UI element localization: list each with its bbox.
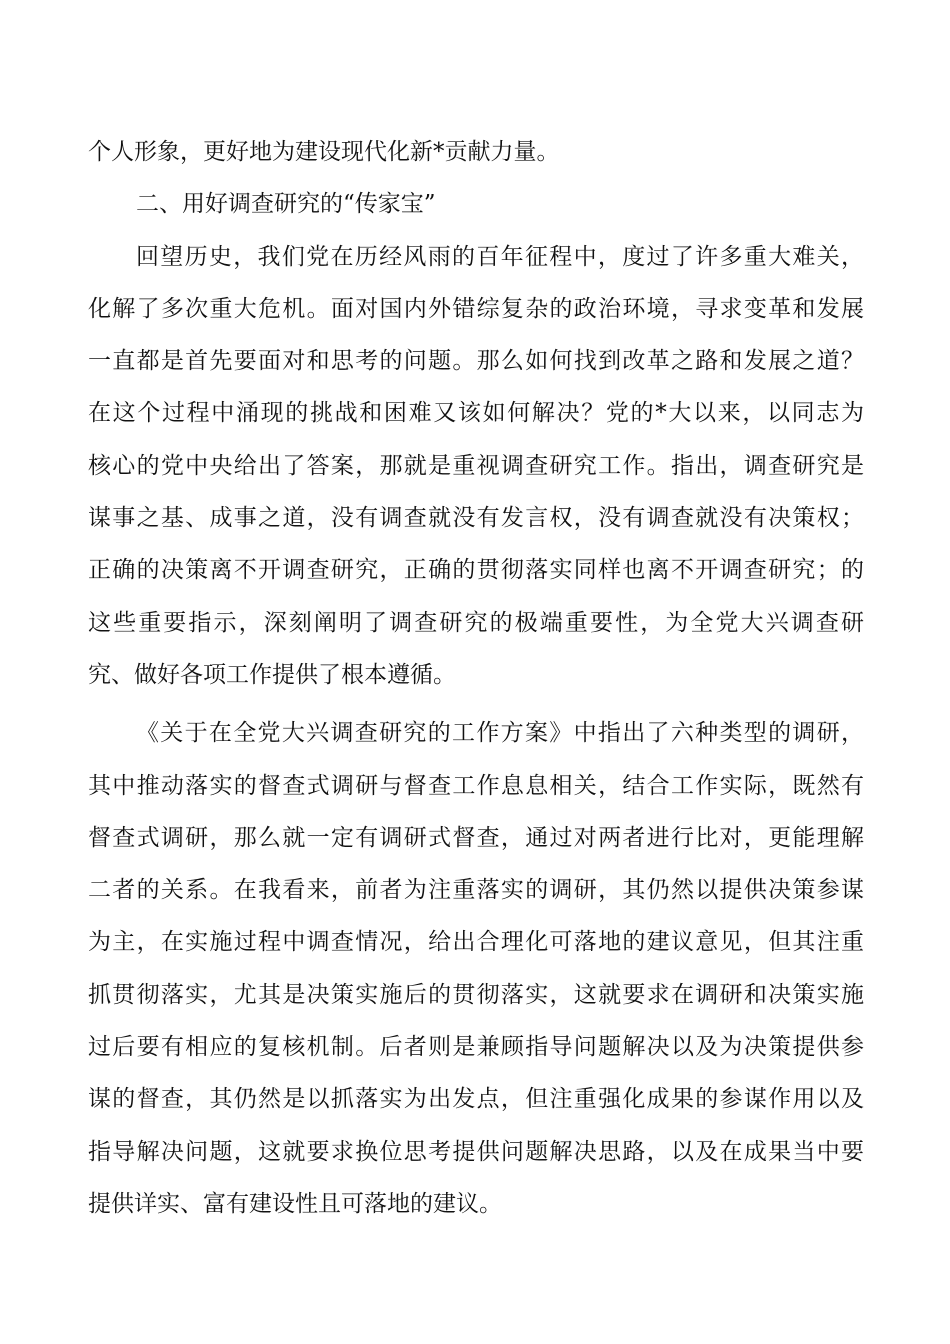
paragraph-line: 过后要有相应的复核机制。后者则是兼顾指导问题解决以及为决策提供参 <box>88 1034 864 1061</box>
paragraph-line: 谋事之基、成事之道，没有调查就没有发言权，没有调查就没有决策权； <box>88 505 864 532</box>
paragraph-line: 指导解决问题，这就要求换位思考提供问题解决思路，以及在成果当中要 <box>88 1138 864 1165</box>
paragraph-line: 究、做好各项工作提供了根本遵循。 <box>88 661 456 688</box>
section-heading: 二、用好调查研究的“传家宝” <box>136 191 436 218</box>
paragraph-line: 核心的党中央给出了答案，那就是重视调查研究工作。指出，调查研究是 <box>88 452 864 479</box>
paragraph-line: 这些重要指示，深刻阐明了调查研究的极端重要性，为全党大兴调查研 <box>88 609 864 636</box>
paragraph-line: 其中推动落实的督查式调研与督查工作息息相关，结合工作实际，既然有 <box>88 772 864 799</box>
paragraph-line: 提供详实、富有建设性且可落地的建议。 <box>88 1190 502 1217</box>
paragraph-line: 回望历史，我们党在历经风雨的百年征程中，度过了许多重大难关， <box>136 243 864 270</box>
paragraph-line: 正确的决策离不开调查研究，正确的贯彻落实同样也离不开调查研究；的 <box>88 557 864 584</box>
paragraph-line: 《关于在全党大兴调查研究的工作方案》中指出了六种类型的调研， <box>136 720 864 747</box>
paragraph-line: 一直都是首先要面对和思考的问题。那么如何找到改革之路和发展之道？ <box>88 348 864 375</box>
paragraph-line: 个人形象，更好地为建设现代化新*贡献力量。 <box>88 139 560 165</box>
paragraph-line: 为主，在实施过程中调查情况，给出合理化可落地的建议意见，但其注重 <box>88 929 864 956</box>
paragraph-line: 谋的督查，其仍然是以抓落实为出发点，但注重强化成果的参谋作用以及 <box>88 1086 864 1113</box>
paragraph-line: 化解了多次重大危机。面对国内外错综复杂的政治环境，寻求变革和发展 <box>88 295 864 322</box>
document-body <box>88 126 864 1230</box>
paragraph-line: 抓贯彻落实，尤其是决策实施后的贯彻落实，这就要求在调研和决策实施 <box>88 981 864 1008</box>
paragraph-line: 二者的关系。在我看来，前者为注重落实的调研，其仍然以提供决策参谋 <box>88 877 864 904</box>
paragraph-line: 在这个过程中涌现的挑战和困难又该如何解决？党的*大以来，以同志为 <box>88 400 864 427</box>
paragraph-line: 督查式调研，那么就一定有调研式督查，通过对两者进行比对，更能理解 <box>88 824 864 851</box>
